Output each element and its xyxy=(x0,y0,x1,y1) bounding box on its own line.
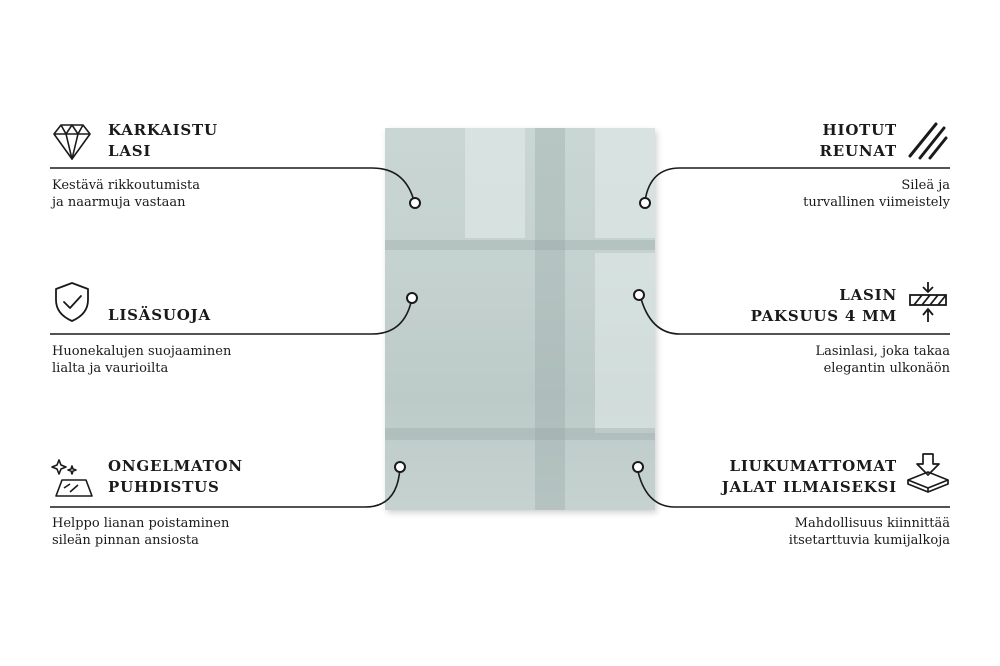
feature-easy-cleaning xyxy=(108,456,243,498)
desc-line: Mahdollisuus kiinnittää xyxy=(794,516,950,531)
shield-check-icon xyxy=(50,280,94,324)
feature-description xyxy=(52,515,229,549)
marker-edges xyxy=(640,198,650,208)
feature-description xyxy=(815,343,950,377)
desc-line: ja naarmuja vastaan xyxy=(52,195,186,210)
desc-line: Helppo lianan poistaminen xyxy=(52,516,230,531)
sparkle-surface-icon xyxy=(50,456,94,500)
feature-title: LASIN xyxy=(839,286,897,304)
feature-title: LIUKUMATTOMAT xyxy=(729,457,897,475)
feature-title: KARKAISTU xyxy=(108,121,218,139)
non-slip-feet-icon xyxy=(906,452,950,496)
diagonal-lines-icon xyxy=(906,118,950,162)
feature-tempered-glass xyxy=(108,120,218,162)
feature-description xyxy=(52,343,231,377)
desc-line: elegantin ulkonäön xyxy=(823,361,950,376)
feature-polished-edges xyxy=(820,120,897,162)
diamond-icon xyxy=(50,120,94,164)
feature-title: HIOTUT xyxy=(822,121,897,139)
desc-line: Kestävä rikkoutumista xyxy=(52,178,200,193)
feature-title: PUHDISTUS xyxy=(108,478,220,496)
feature-description xyxy=(789,515,950,549)
desc-line: Lasinlasi, joka takaa xyxy=(815,344,950,359)
thickness-arrows-icon xyxy=(906,280,950,324)
marker-feet xyxy=(633,462,643,472)
feature-glass-thickness xyxy=(751,285,897,327)
feature-title: LASI xyxy=(108,142,152,160)
feature-title: ONGELMATON xyxy=(108,457,243,475)
feature-extra-protection xyxy=(108,305,211,326)
desc-line: Sileä ja xyxy=(901,178,950,193)
feature-non-slip-feet xyxy=(722,456,897,498)
marker-thickness xyxy=(634,290,644,300)
feature-title: PAKSUUS 4 MM xyxy=(750,307,897,325)
desc-line: sileän pinnan ansiosta xyxy=(52,533,199,548)
desc-line: itsetarttuvia kumijalkoja xyxy=(788,533,950,548)
feature-title: JALAT ILMAISEKSI xyxy=(721,478,897,496)
desc-line: lialta ja vaurioilta xyxy=(52,361,169,376)
marker-protection xyxy=(407,293,417,303)
feature-title: REUNAT xyxy=(819,142,897,160)
desc-line: turvallinen viimeistely xyxy=(803,195,950,210)
feature-title: LISÄSUOJA xyxy=(108,306,211,324)
marker-tempered xyxy=(410,198,420,208)
desc-line: Huonekalujen suojaaminen xyxy=(52,344,232,359)
marker-cleaning xyxy=(395,462,405,472)
feature-description xyxy=(52,177,200,211)
feature-description xyxy=(803,177,950,211)
